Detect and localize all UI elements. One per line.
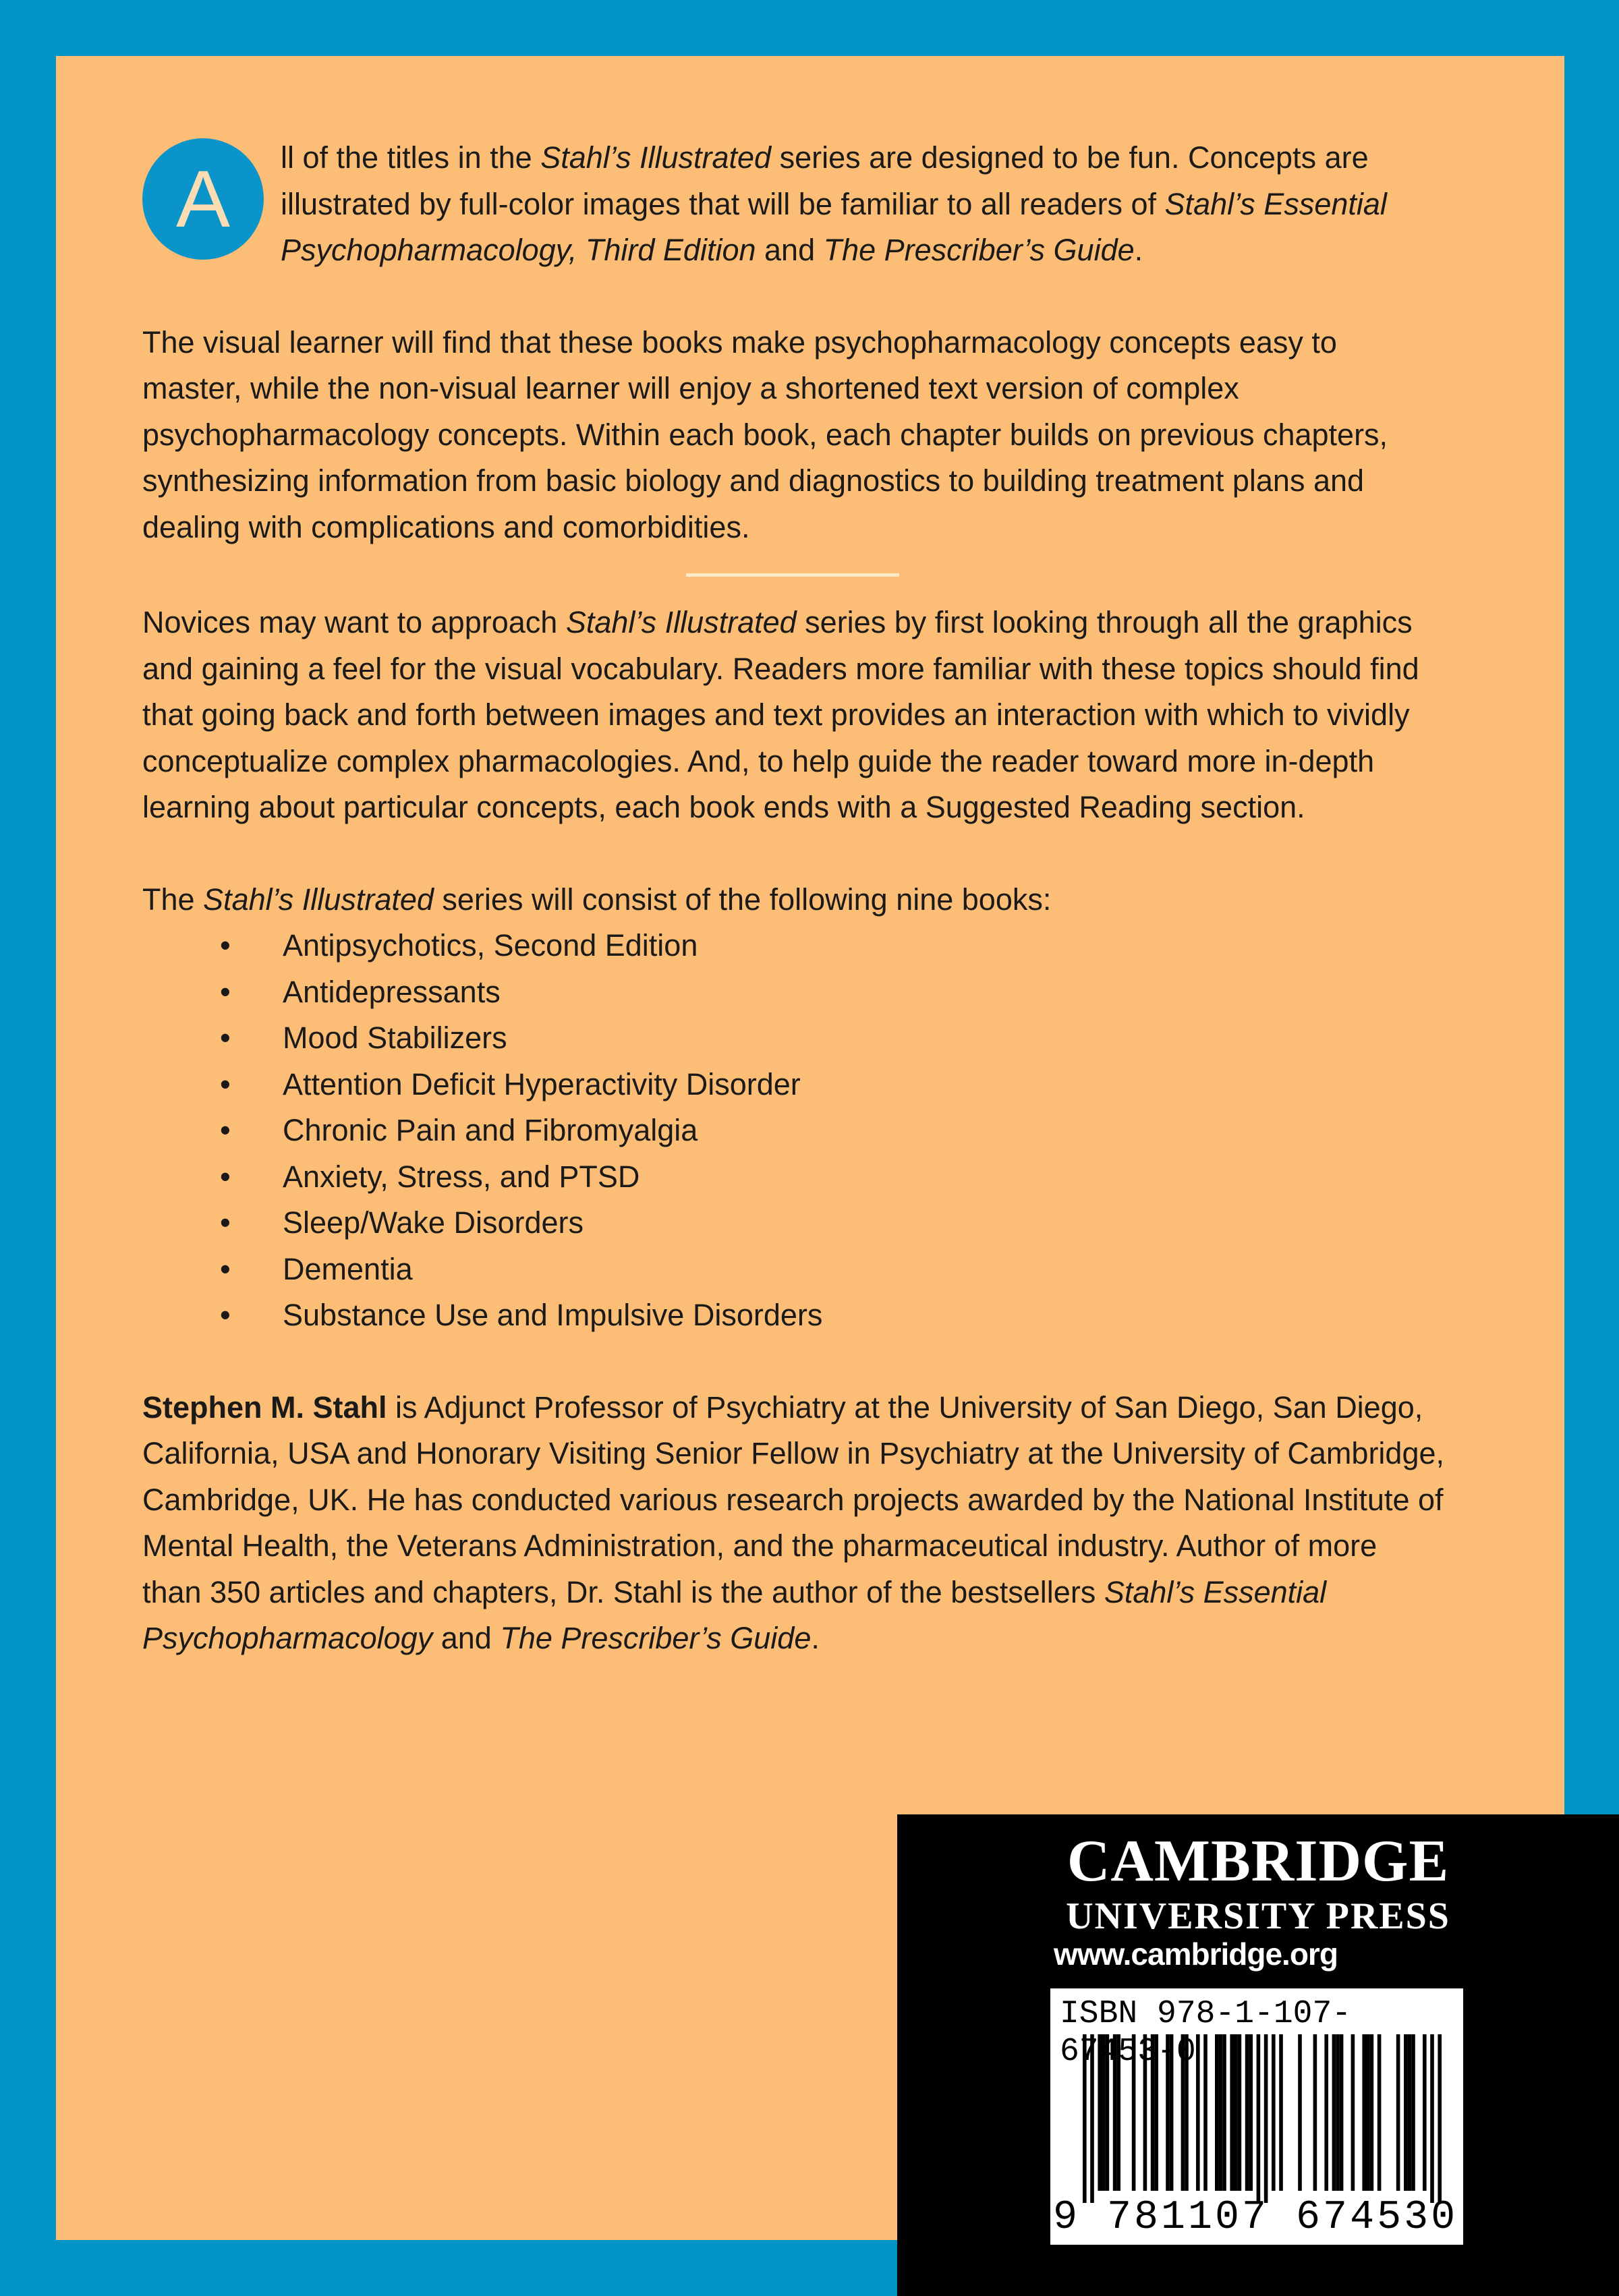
bullet-icon: •: [220, 1298, 231, 1332]
book-title: Dementia: [283, 1251, 413, 1286]
list-item: [142, 1246, 1444, 1293]
publisher-name-line1: CAMBRIDGE: [1067, 1829, 1450, 1894]
author-book-title-2: The Prescriber’s Guide: [500, 1621, 812, 1655]
publisher-url: www.cambridge.org: [1054, 1936, 1338, 1972]
book-title: Antipsychotics, Second Edition: [283, 928, 698, 963]
intro-text-3: and: [756, 233, 824, 267]
publisher-logo: [1049, 1828, 1467, 1937]
list-item: [142, 1200, 1444, 1246]
barcode-box: [1050, 1988, 1512, 2245]
novices-paragraph: [142, 600, 1444, 831]
publisher-box: [897, 1814, 1619, 2296]
author-bio: [142, 1385, 1444, 1662]
visual-learner-paragraph: The visual learner will find that these books make psychopharmacology concepts easy to master, while the non-visual learner will enjoy a shortened text version of complex psychopharmacology concepts. Within each book, each chapter builds on previous chapters, synthesizing information from basic biology and diagnostics to building treatment plans and dealing with complications and comorbidities.: [142, 324, 1388, 544]
series-text-2: series will consist of the following nine books:: [433, 882, 1052, 917]
author-book-title-1: Stahl’s Essential Psychopharmacology: [142, 1574, 1327, 1655]
section-divider: [686, 573, 899, 577]
bullet-icon: •: [220, 1251, 231, 1286]
novices-series-title: Stahl’s Illustrated: [565, 605, 797, 639]
book-title: Anxiety, Stress, and PTSD: [283, 1159, 640, 1194]
author-bio-text-3: .: [811, 1621, 820, 1655]
novices-text-2: series by first looking through all the graphics and gaining a feel for the visual vocabulary. Readers more familiar with these topics should find that going back and forth between images and text provides an interaction with which to vividly conceptualize complex pharmacologies. And, to help guide the reader toward more in-depth learning about particular concepts, each book ends with a Suggested Reading section.: [142, 605, 1419, 824]
bullet-icon: •: [220, 928, 231, 963]
series-intro: [142, 877, 1444, 923]
author-name: Stephen M. Stahl: [142, 1389, 387, 1425]
list-item: [142, 923, 1444, 969]
intro-book-title-1: Stahl’s Essential Psychopharmacology, Third Edition: [281, 186, 1387, 267]
series-text-1: The: [142, 882, 204, 917]
bullet-icon: •: [220, 1066, 231, 1101]
intro-paragraph: [142, 135, 1444, 274]
author-bio-text-1: is Adjunct Professor of Psychiatry at the University of San Diego, San Diego, California, USA and Honorary Visiting Senior Fellow in Psychiatry at the University of Cambridge, Cambridge, UK. He has conducted various research projects awarded by the National Institute of Mental Health, the Veterans Administration, and the pharmaceutical industry. Author of more than 350 articles and chapters, Dr. Stahl is the author of the bestsellers: [142, 1389, 1445, 1609]
book-title: Mood Stabilizers: [283, 1021, 507, 1055]
back-cover-text: [142, 135, 1444, 1662]
book-title: Attention Deficit Hyperactivity Disorder: [283, 1066, 801, 1101]
list-item: [142, 1154, 1444, 1201]
list-item: [142, 1062, 1444, 1108]
series-title: Stahl’s Illustrated: [203, 882, 434, 917]
book-title: Chronic Pain and Fibromyalgia: [283, 1113, 698, 1147]
list-item: [142, 1015, 1444, 1062]
list-item: [142, 969, 1444, 1016]
intro-text-1: ll of the titles in the: [281, 140, 541, 175]
novices-text-1: Novices may want to approach: [142, 605, 566, 639]
list-item: [142, 1108, 1444, 1154]
barcode-digits: 9 781107 674530 >: [1053, 2195, 1512, 2241]
bullet-icon: •: [220, 1113, 231, 1147]
intro-book-title-2: The Prescriber’s Guide: [823, 233, 1135, 267]
book-title: Substance Use and Impulsive Disorders: [283, 1298, 823, 1332]
book-list: [142, 923, 1444, 1339]
intro-text-4: .: [1134, 233, 1143, 267]
list-item: [142, 1292, 1444, 1339]
book-title: Antidepressants: [283, 974, 501, 1009]
bullet-icon: •: [220, 1159, 231, 1194]
isbn-label: ISBN 978-1-107-67453-0: [1060, 1996, 1352, 2070]
bullet-icon: •: [220, 974, 231, 1009]
intro-series-title: Stahl’s Illustrated: [540, 140, 772, 175]
bullet-icon: •: [220, 1205, 231, 1240]
book-title: Sleep/Wake Disorders: [283, 1205, 584, 1240]
author-bio-text-2: and: [432, 1621, 501, 1655]
drop-cap: A: [142, 138, 264, 260]
publisher-name-line2: UNIVERSITY PRESS: [1066, 1895, 1450, 1937]
bullet-icon: •: [220, 1021, 231, 1055]
intro-text-2: series are designed to be fun. Concepts are illustrated by full-color images that will be familiar to all readers of: [281, 140, 1369, 221]
